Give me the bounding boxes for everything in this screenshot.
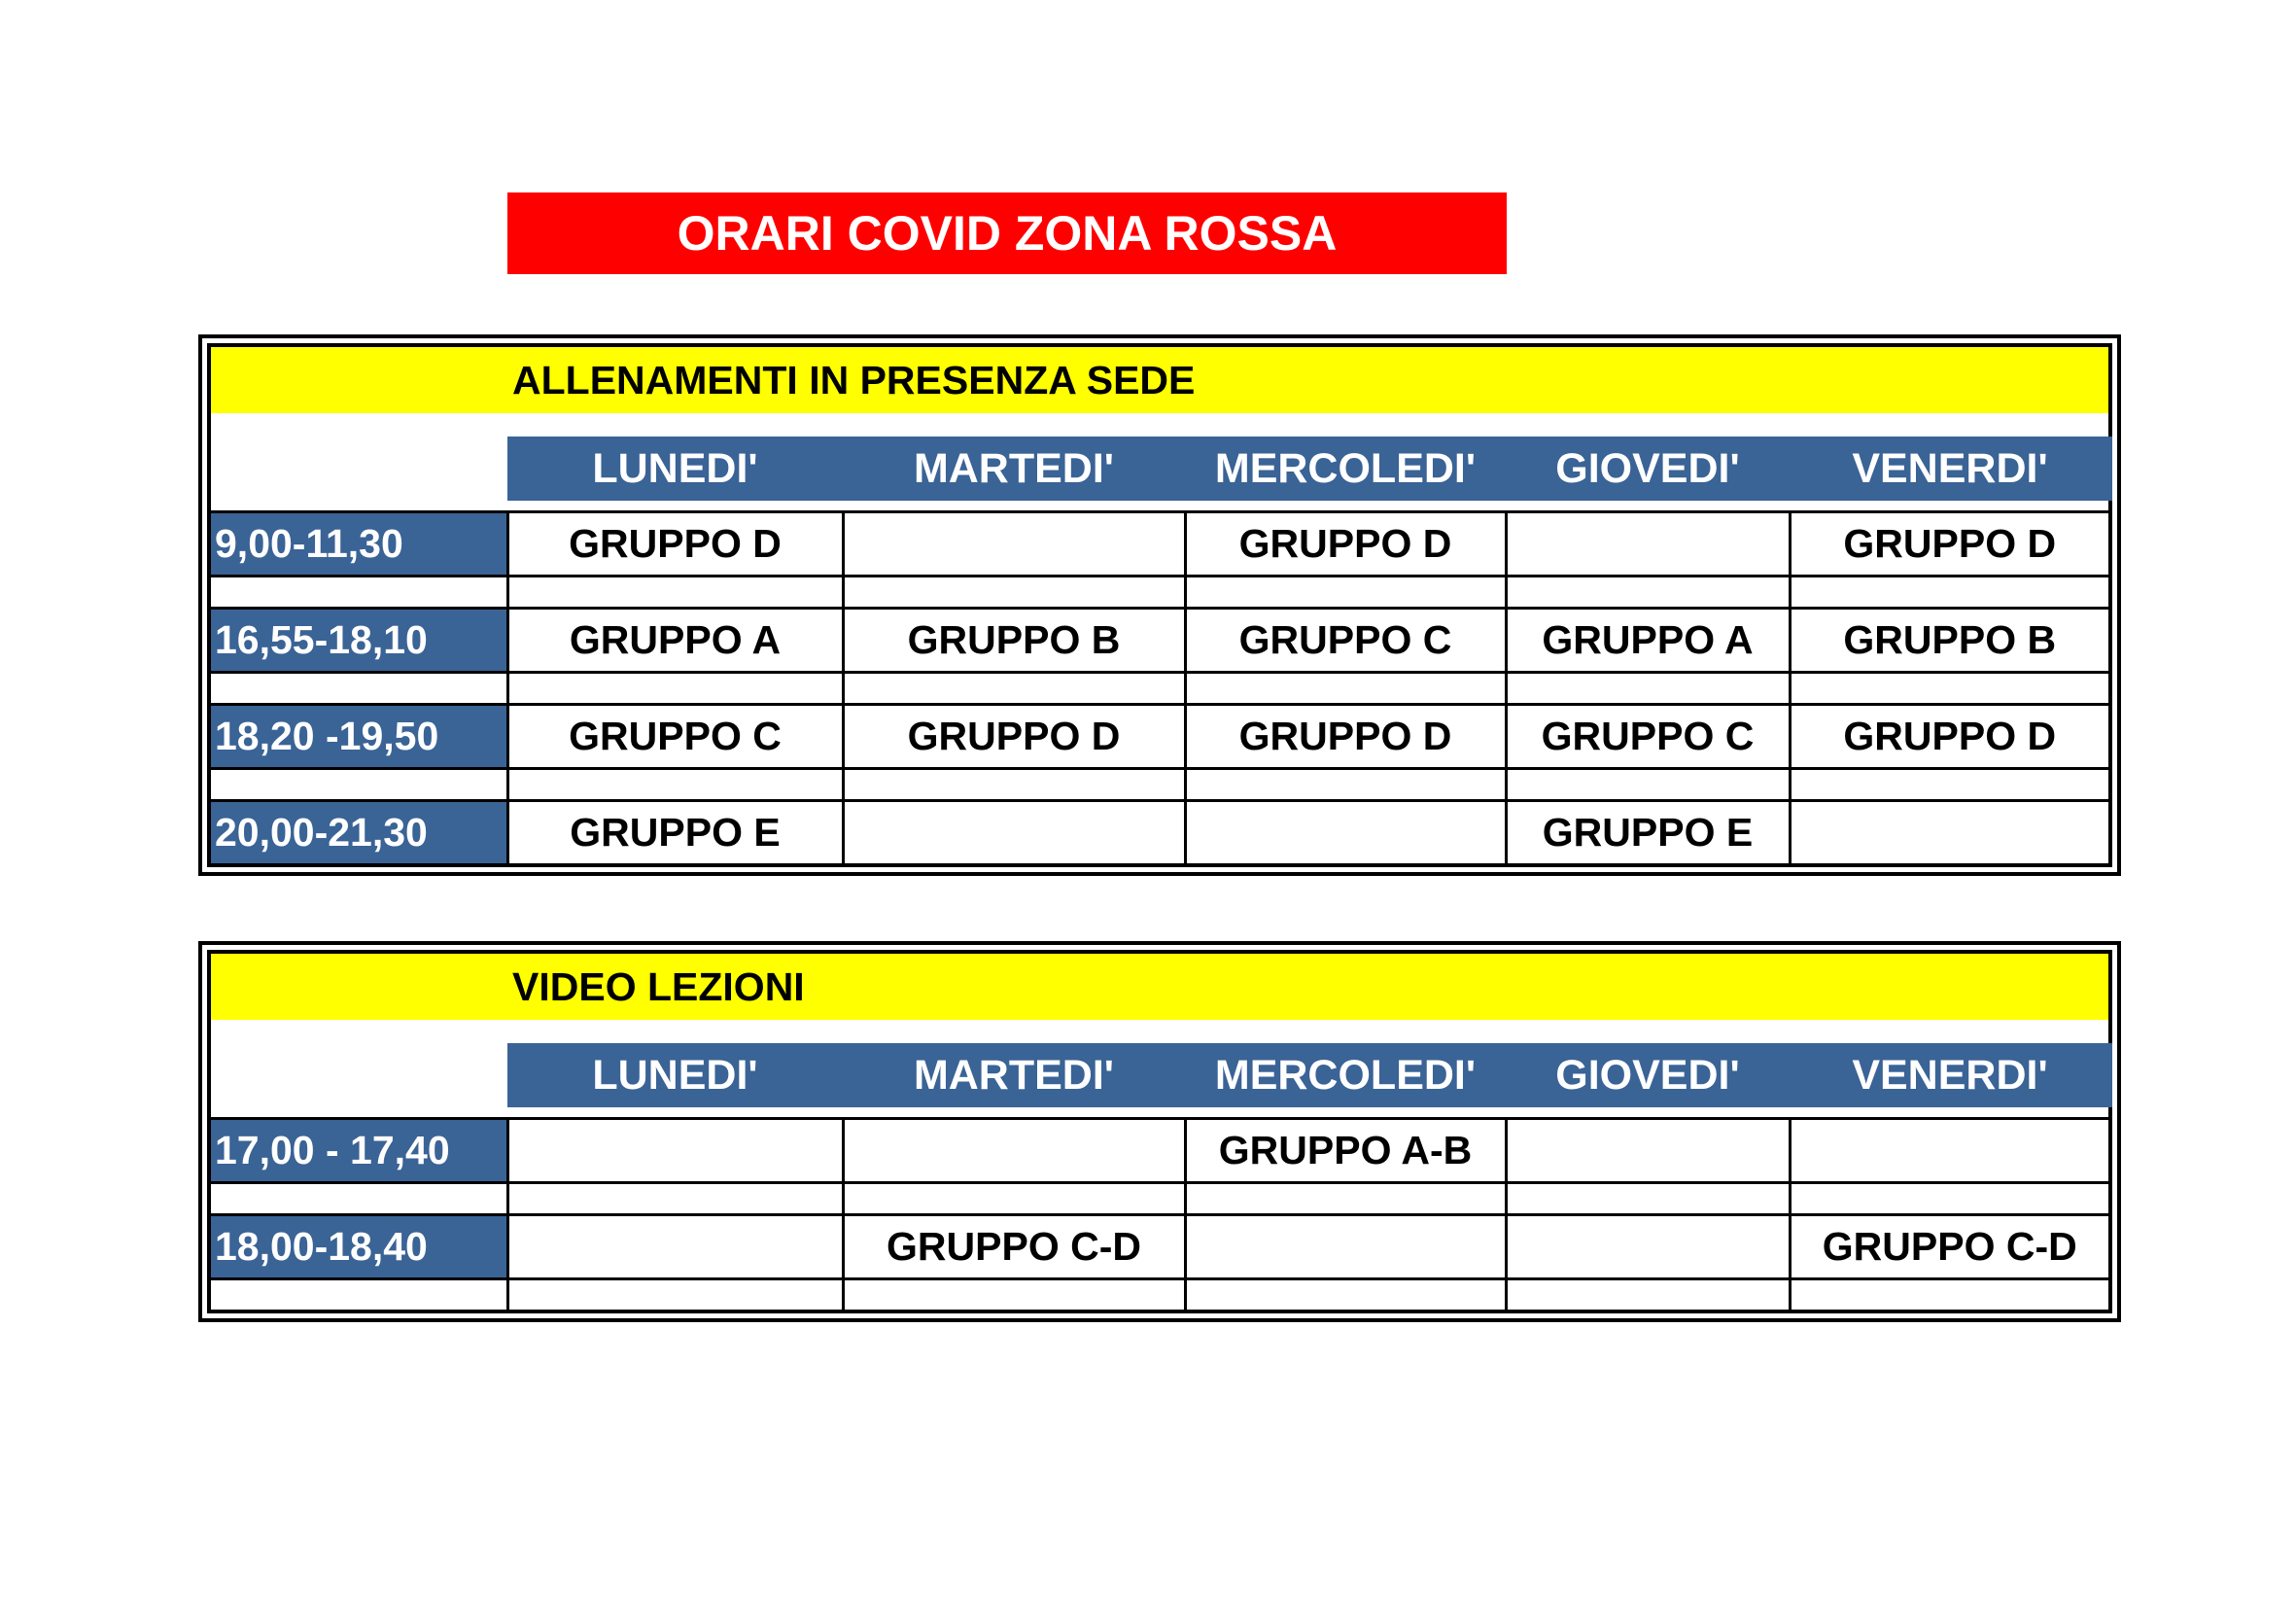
time-slot: 18,00-18,40: [211, 1215, 507, 1279]
table-row: [211, 801, 2108, 864]
spacer-row: [211, 577, 2108, 609]
day-monday: LUNEDI': [592, 444, 758, 492]
spacer-row: [211, 1183, 2108, 1215]
schedule-cell: [843, 801, 1185, 864]
schedule-cell: [507, 1119, 843, 1183]
schedule-cell: GRUPPO C: [1506, 705, 1790, 769]
schedule-cell: GRUPPO D: [843, 705, 1185, 769]
time-slot: 18,20 -19,50: [211, 705, 507, 769]
spacer-cell: [843, 1183, 1185, 1215]
spacer-cell: [843, 673, 1185, 705]
spacer-cell: [1790, 1279, 2108, 1311]
table-row: [211, 609, 2108, 673]
schedule-cell: GRUPPO D: [1790, 512, 2108, 577]
schedule-cell: [1185, 1215, 1506, 1279]
spacer-cell: [211, 769, 507, 801]
schedule-cell: GRUPPO D: [1185, 705, 1506, 769]
schedule-cell: [1790, 801, 2108, 864]
schedule-cell: GRUPPO C: [507, 705, 843, 769]
schedule-cell: [1185, 801, 1506, 864]
schedule-cell: [1506, 1215, 1790, 1279]
schedule-section-video: [198, 941, 2121, 1322]
spacer-cell: [1185, 1279, 1506, 1311]
table-row: [211, 512, 2108, 577]
table-row: [211, 705, 2108, 769]
schedule-cell: GRUPPO E: [507, 801, 843, 864]
day-monday: LUNEDI': [592, 1051, 758, 1099]
schedule-cell: GRUPPO B: [843, 609, 1185, 673]
spacer-cell: [1185, 673, 1506, 705]
day-tuesday: MARTEDI': [913, 444, 1115, 492]
schedule-cell: GRUPPO A: [507, 609, 843, 673]
spacer-cell: [1185, 1183, 1506, 1215]
table-row: [211, 1119, 2108, 1183]
section-title: VIDEO LEZIONI: [512, 964, 805, 1009]
spacer-cell: [1185, 577, 1506, 609]
schedule-cell: [1506, 512, 1790, 577]
spacer-row: [211, 769, 2108, 801]
spacer-cell: [1506, 673, 1790, 705]
schedule-cell: [843, 1119, 1185, 1183]
spacer-cell: [507, 1279, 843, 1311]
spacer-row: [211, 673, 2108, 705]
schedule-cell: GRUPPO C: [1185, 609, 1506, 673]
spacer-cell: [507, 673, 843, 705]
spacer-cell: [1506, 769, 1790, 801]
schedule-cell: GRUPPO A-B: [1185, 1119, 1506, 1183]
spacer-cell: [1506, 577, 1790, 609]
day-thursday: GIOVEDI': [1555, 1051, 1740, 1099]
time-slot: 9,00-11,30: [211, 512, 507, 577]
table-row: [211, 1215, 2108, 1279]
spacer-row: [211, 1279, 2108, 1311]
schedule-cell: GRUPPO E: [1506, 801, 1790, 864]
days-bar: [507, 1043, 2112, 1107]
spacer-cell: [211, 1183, 507, 1215]
spacer-cell: [1506, 1279, 1790, 1311]
schedule-cell: GRUPPO D: [507, 512, 843, 577]
day-wednesday: MERCOLEDI': [1214, 444, 1477, 492]
spacer-cell: [507, 769, 843, 801]
schedule-cell: [1506, 1119, 1790, 1183]
spacer-cell: [1185, 769, 1506, 801]
schedule-cell: GRUPPO C-D: [1790, 1215, 2108, 1279]
schedule-cell: GRUPPO D: [1790, 705, 2108, 769]
spacer-cell: [843, 577, 1185, 609]
spacer-cell: [1506, 1183, 1790, 1215]
days-bar: [507, 437, 2112, 501]
day-friday: VENERDI': [1852, 1051, 2048, 1099]
section-header: [211, 954, 2108, 1020]
section-header: [211, 347, 2108, 413]
time-slot: 17,00 - 17,40: [211, 1119, 507, 1183]
day-tuesday: MARTEDI': [913, 1051, 1115, 1099]
spacer-cell: [507, 1183, 843, 1215]
spacer-cell: [1790, 577, 2108, 609]
page-title: ORARI COVID ZONA ROSSA: [507, 192, 1507, 274]
schedule-cell: [507, 1215, 843, 1279]
spacer-cell: [1790, 1183, 2108, 1215]
time-slot: 20,00-21,30: [211, 801, 507, 864]
spacer-cell: [1790, 769, 2108, 801]
spacer-cell: [507, 577, 843, 609]
days-header-row: [211, 413, 2108, 510]
spacer-cell: [843, 1279, 1185, 1311]
schedule-cell: GRUPPO B: [1790, 609, 2108, 673]
section-title: ALLENAMENTI IN PRESENZA SEDE: [512, 358, 1196, 402]
spacer-cell: [211, 1279, 507, 1311]
schedule-cell: GRUPPO A: [1506, 609, 1790, 673]
schedule-table: [211, 1117, 2108, 1310]
day-wednesday: MERCOLEDI': [1214, 1051, 1477, 1099]
schedule-section-in-person: [198, 334, 2121, 876]
time-slot: 16,55-18,10: [211, 609, 507, 673]
schedule-table: [211, 510, 2108, 863]
schedule-cell: GRUPPO C-D: [843, 1215, 1185, 1279]
schedule-cell: [843, 512, 1185, 577]
spacer-cell: [211, 577, 507, 609]
schedule-cell: GRUPPO D: [1185, 512, 1506, 577]
schedule-cell: [1790, 1119, 2108, 1183]
spacer-cell: [1790, 673, 2108, 705]
days-header-row: [211, 1020, 2108, 1117]
spacer-cell: [843, 769, 1185, 801]
day-thursday: GIOVEDI': [1555, 444, 1740, 492]
day-friday: VENERDI': [1852, 444, 2048, 492]
spacer-cell: [211, 673, 507, 705]
